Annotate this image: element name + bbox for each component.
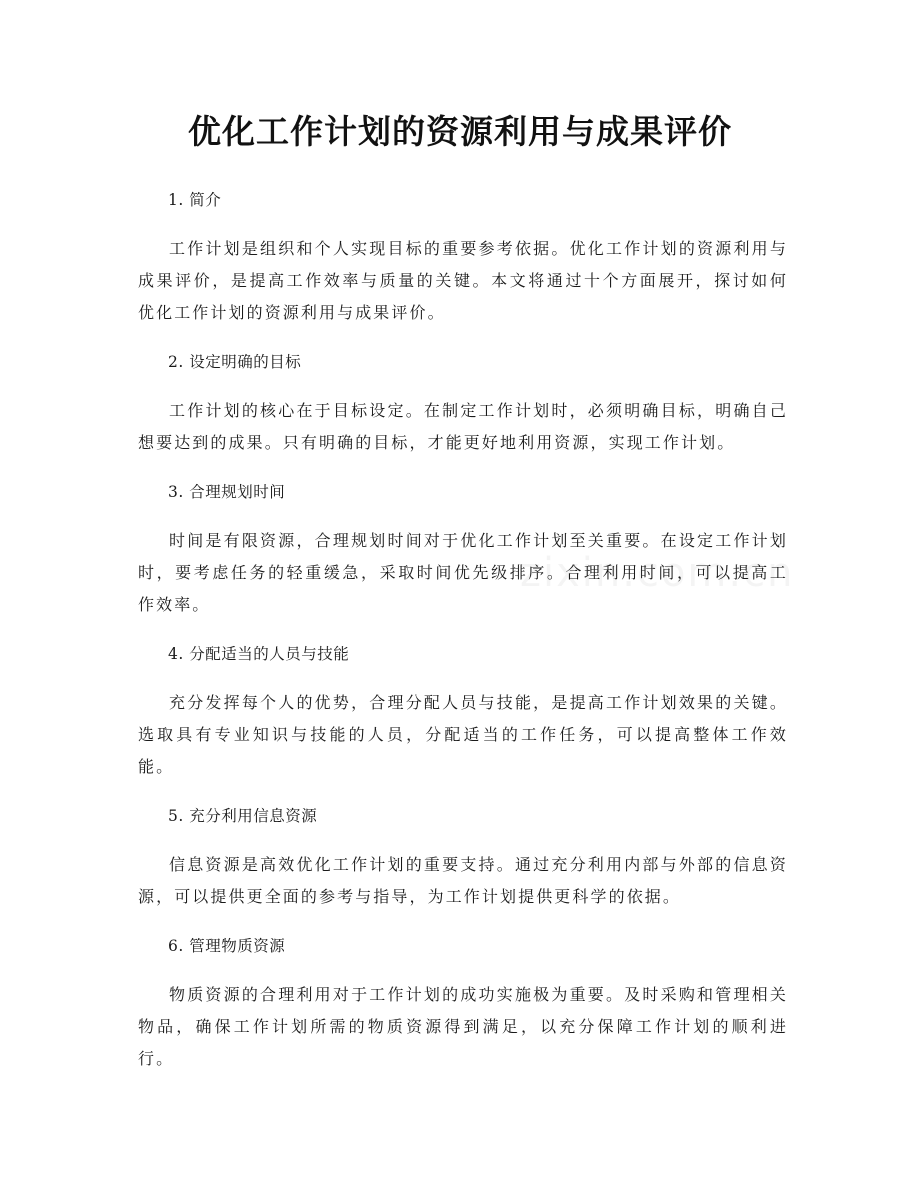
section-paragraph: 信息资源是高效优化工作计划的重要支持。通过充分利用内部与外部的信息资源，可以提供更全面的参考与指导，为工作计划提供更科学的依据。 bbox=[138, 855, 788, 906]
section-paragraph: 充分发挥每个人的优势，合理分配人员与技能，是提高工作计划效果的关键。选取具有专业知识与技能的人员，分配适当的工作任务，可以提高整体工作效能。 bbox=[138, 693, 788, 776]
section-paragraph: 时间是有限资源，合理规划时间对于优化工作计划至关重要。在设定工作计划时，要考虑任务的轻重缓急，采取时间优先级排序。合理利用时间，可以提高工作效率。 bbox=[138, 531, 788, 614]
document-body bbox=[138, 184, 788, 1075]
section-paragraph: 工作计划的核心在于目标设定。在制定工作计划时，必须明确目标，明确自己想要达到的成果。只有明确的目标，才能更好地利用资源，实现工作计划。 bbox=[138, 401, 788, 452]
page-title: 优化工作计划的资源利用与成果评价 bbox=[188, 112, 732, 151]
section-paragraph: 工作计划是组织和个人实现目标的重要参考依据。优化工作计划的资源利用与成果评价，是提高工作效率与质量的关键。本文将通过十个方面展开，探讨如何优化工作计划的资源利用与成果评价。 bbox=[138, 239, 788, 322]
section-heading: 1. 简介 bbox=[168, 191, 222, 209]
section-heading: 2. 设定明确的目标 bbox=[168, 353, 302, 371]
section-paragraph: 物质资源的合理利用对于工作计划的成功实施极为重要。及时采购和管理相关物品，确保工作计划所需的物质资源得到满足，以充分保障工作计划的顺利进行。 bbox=[138, 985, 788, 1068]
section-heading: 4. 分配适当的人员与技能 bbox=[168, 645, 350, 663]
section-heading: 3. 合理规划时间 bbox=[168, 483, 286, 501]
section-heading: 5. 充分利用信息资源 bbox=[168, 807, 318, 825]
section-heading: 6. 管理物质资源 bbox=[168, 937, 286, 955]
